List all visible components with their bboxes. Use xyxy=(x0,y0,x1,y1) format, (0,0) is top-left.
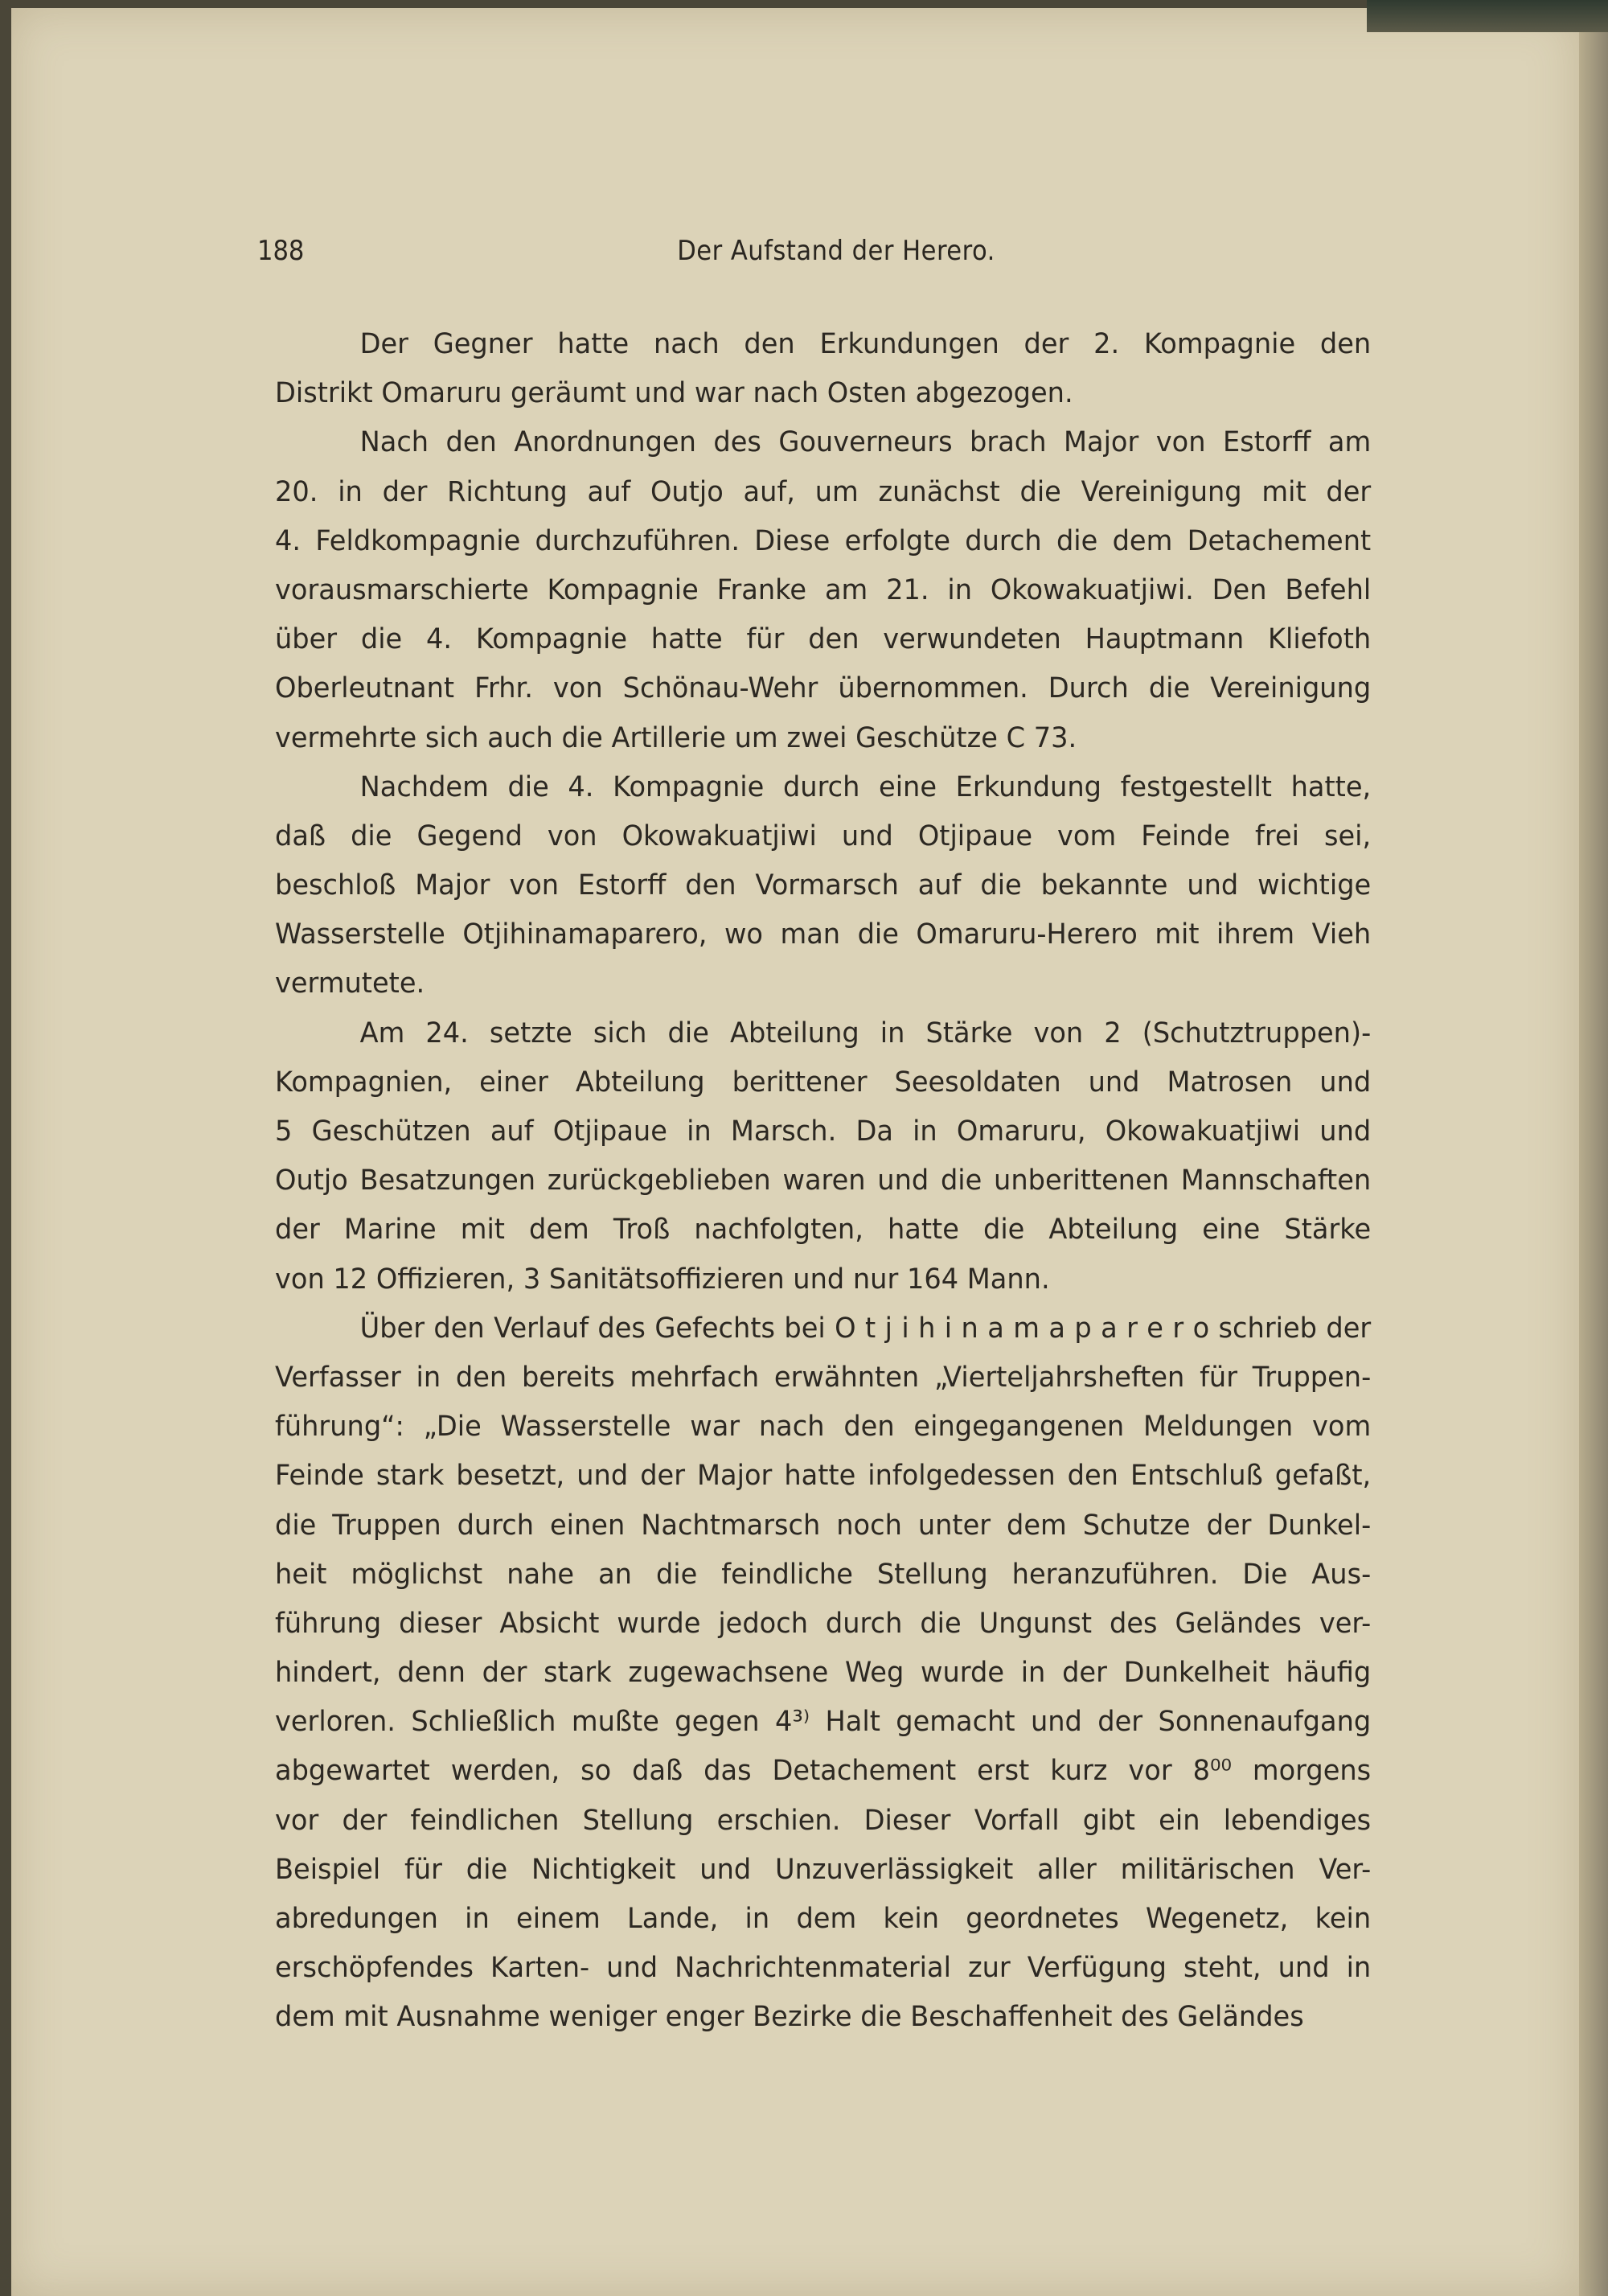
text-line: Der Gegner hatte nach den Erkundungen der 2. Kompagnie den xyxy=(359,328,1372,360)
text-line: der Marine mit dem Troß nachfolgten, hatte die Abteilung eine Stärke xyxy=(275,1214,1372,1247)
paragraph xyxy=(275,1304,1371,2043)
text-line: Verfasser in den bereits mehrfach erwähnten „Vierteljahrsheften für Truppen- xyxy=(275,1361,1372,1394)
text-line: heit möglichst nahe an die feindliche Stellung heranzuführen. Die Aus- xyxy=(275,1558,1372,1591)
text-line: erschöpfendes Karten- und Nachrichtenmaterial zur Verfügung steht, und in xyxy=(275,1952,1372,1985)
text-line: 20. in der Richtung auf Outjo auf, um zunächst die Vereinigung mit der xyxy=(275,475,1372,508)
text-line: Über den Verlauf des Gefechts bei O t j i h i n a m a p a r e r o schrieb der xyxy=(359,1312,1372,1345)
text-line: Distrikt Omaruru geräumt und war nach Osten abgezogen. xyxy=(275,377,1073,410)
paragraph xyxy=(275,418,1371,762)
text-line: hindert, denn der stark zugewachsene Weg wurde in der Dunkelheit häufig xyxy=(275,1657,1372,1690)
body-text xyxy=(275,320,1371,2043)
running-title: Der Aufstand der Herero. xyxy=(677,235,995,267)
text-line: von 12 Offizieren, 3 Sanitätsoffizieren und nur 164 Mann. xyxy=(275,1263,1050,1296)
paragraph xyxy=(275,763,1371,1009)
text-line: Am 24. setzte sich die Abteilung in Stärke von 2 (Schutztruppen)- xyxy=(359,1017,1372,1049)
book-page xyxy=(11,8,1579,2296)
text-line: abredungen in einem Lande, in dem kein geordnetes Wegenetz, kein xyxy=(275,1903,1372,1935)
text-line: dem mit Ausnahme weniger enger Bezirke die Beschaffenheit des Geländes xyxy=(275,2001,1304,2034)
text-line: 5 Geschützen auf Otjipaue in Marsch. Da in Omaruru, Okowakuatjiwi und xyxy=(275,1115,1372,1148)
paragraph xyxy=(275,320,1371,418)
text-line: führung dieser Absicht wurde jedoch durch die Ungunst des Geländes ver- xyxy=(275,1607,1372,1640)
text-line: über die 4. Kompagnie hatte für den verwundeten Hauptmann Kliefoth xyxy=(275,623,1372,656)
text-line: vorausmarschierte Kompagnie Franke am 21. in Okowakuatjiwi. Den Befehl xyxy=(275,573,1372,606)
text-line: Beispiel für die Nichtigkeit und Unzuverlässigkeit aller militärischen Ver- xyxy=(275,1853,1372,1886)
text-line: beschloß Major von Estorff den Vormarsch auf die bekannte und wichtige xyxy=(275,869,1372,902)
text-line: Oberleutnant Frhr. von Schönau-Wehr übernommen. Durch die Vereinigung xyxy=(275,672,1372,705)
text-line: Outjo Besatzungen zurückgeblieben waren und die unberittenen Mannschaften xyxy=(275,1164,1372,1197)
text-line: Wasserstelle Otjihinamaparero, wo man die Omaruru-Herero mit ihrem Vieh xyxy=(275,918,1372,951)
page-header xyxy=(257,235,1415,275)
text-line: Feinde stark besetzt, und der Major hatte infolgedessen den Entschluß gefaßt, xyxy=(275,1460,1372,1493)
text-line: daß die Gegend von Okowakuatjiwi und Otjipaue vom Feinde frei sei, xyxy=(275,819,1372,852)
text-line: verloren. Schließlich mußte gegen 4³⁾ Halt gemacht und der Sonnenaufgang xyxy=(275,1706,1372,1739)
text-line: vermutete. xyxy=(275,967,425,1000)
book-spine-edge xyxy=(1579,0,1608,2296)
paragraph xyxy=(275,1009,1371,1304)
text-line: die Truppen durch einen Nachtmarsch noch unter dem Schutze der Dunkel- xyxy=(275,1509,1372,1542)
text-line: Kompagnien, einer Abteilung berittener Seesoldaten und Matrosen und xyxy=(275,1066,1372,1099)
page-number: 188 xyxy=(257,235,305,267)
text-line: Nach den Anordnungen des Gouverneurs brach Major von Estorff am xyxy=(359,426,1372,459)
text-line: 4. Feldkompagnie durchzuführen. Diese erfolgte durch die dem Detachement xyxy=(275,524,1372,557)
text-line: vor der feindlichen Stellung erschien. Dieser Vorfall gibt ein lebendiges xyxy=(275,1804,1372,1837)
text-line: vermehrte sich auch die Artillerie um zwei Geschütze C 73. xyxy=(275,721,1077,754)
text-line: Nachdem die 4. Kompagnie durch eine Erkundung festgestellt hatte, xyxy=(359,770,1372,803)
text-line: führung“: „Die Wasserstelle war nach den eingegangenen Meldungen vom xyxy=(275,1411,1372,1444)
binding-corner xyxy=(1367,0,1608,32)
text-line: abgewartet werden, so daß das Detachement erst kurz vor 8⁰⁰ morgens xyxy=(275,1755,1372,1788)
